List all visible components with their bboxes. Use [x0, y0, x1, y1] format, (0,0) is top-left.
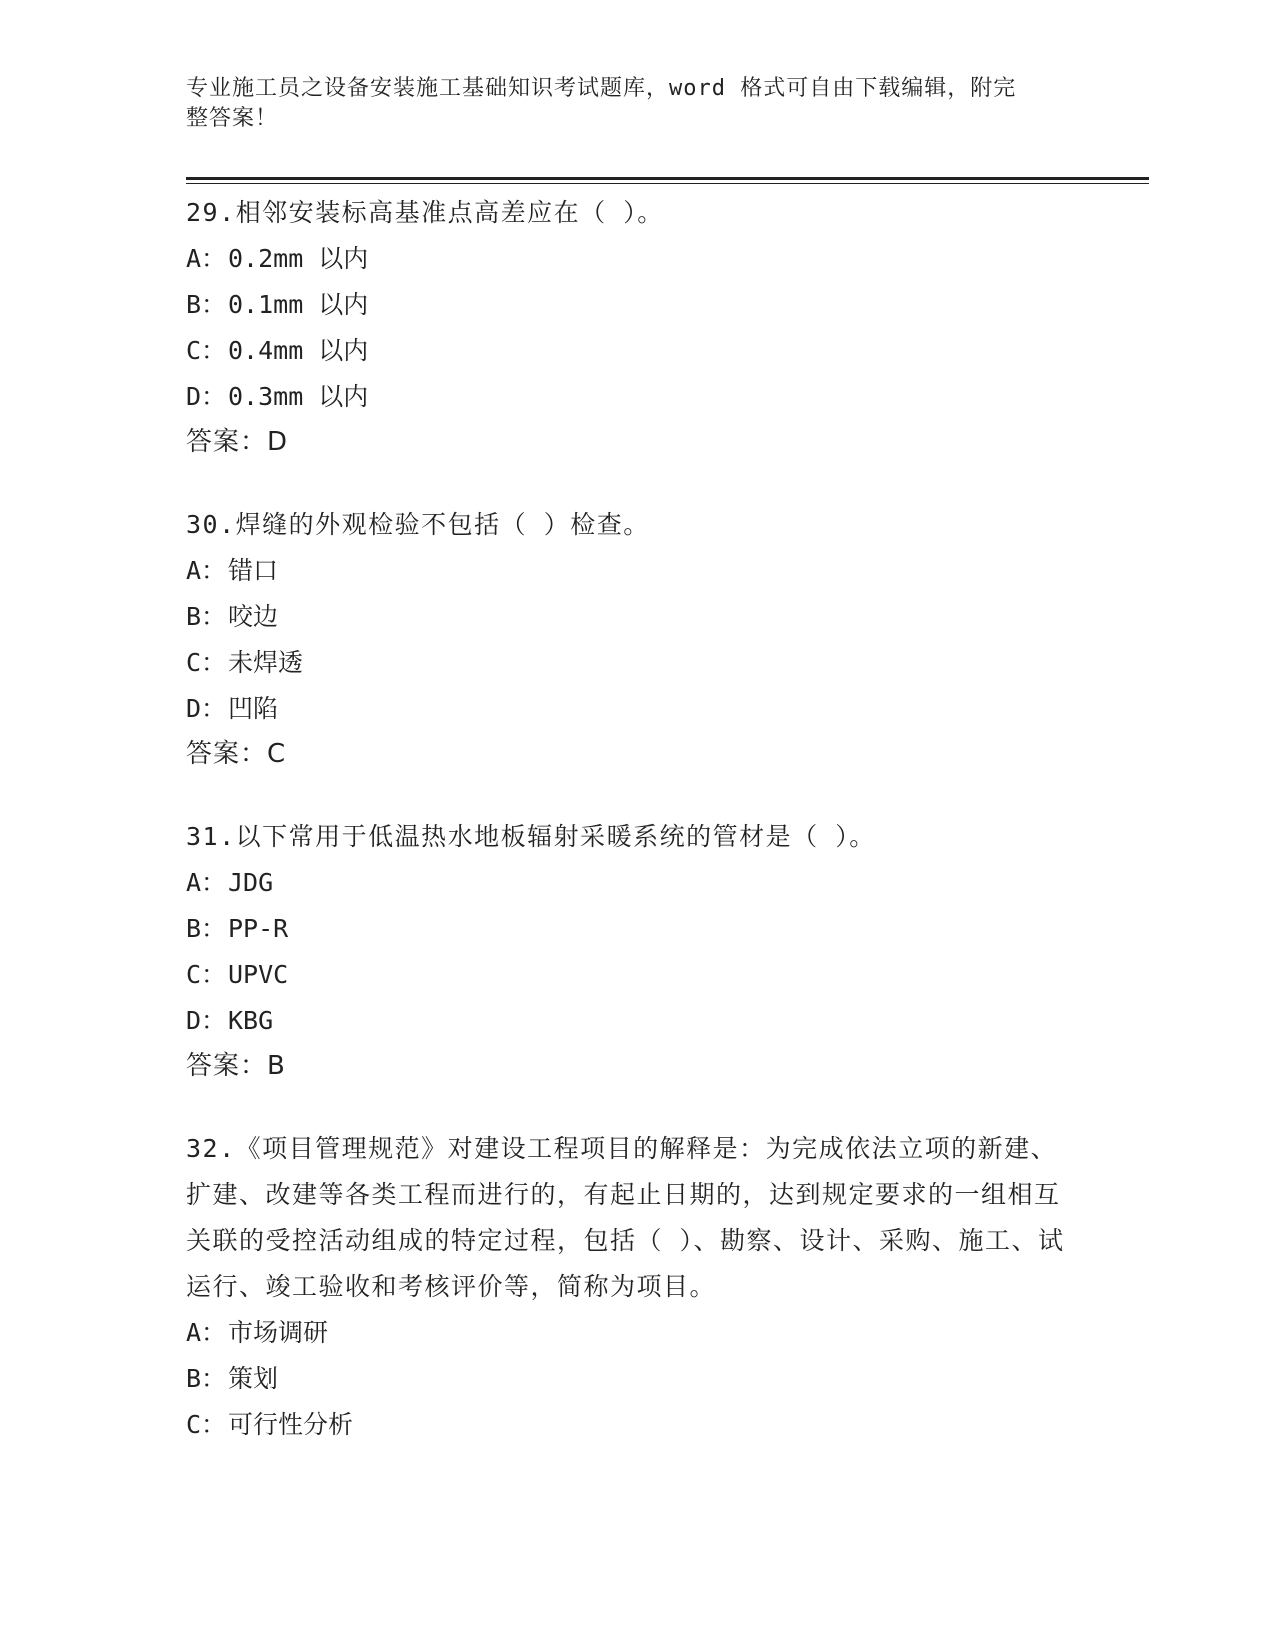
option-c: [186, 1402, 1066, 1448]
option-letter: C：: [186, 336, 227, 365]
question-30: [186, 502, 1066, 776]
option-text: 凹陷: [228, 694, 279, 723]
header-divider-thick: [186, 177, 1149, 180]
option-text: 0.2mm 以内: [228, 244, 369, 273]
option-letter: C：: [186, 648, 227, 677]
option-text: 错口: [228, 556, 279, 585]
option-letter: B：: [186, 290, 227, 319]
option-text: PP-R: [228, 914, 289, 943]
option-d: [186, 374, 1066, 420]
option-letter: A：: [186, 556, 227, 585]
answer-line: 答案：B: [186, 1051, 286, 1081]
option-letter: C：: [186, 960, 227, 989]
option-c: [186, 640, 1066, 686]
question-31: [186, 814, 1066, 1088]
question-text: 32.《项目管理规范》对建设工程项目的解释是：为完成依法立项的新建、扩建、改建等各类工程而进行的，有起止日期的，达到规定要求的一组相互关联的受控活动组成的特定过程，包括（ ）、勘察、设计、采购、施工、试运行、竣工验收和考核评价等，简称为项目。: [186, 1134, 1065, 1301]
question-text: 31.以下常用于低温热水地板辐射采暖系统的管材是（ ）。: [186, 822, 876, 851]
document-header: [186, 74, 1066, 134]
header-divider-thin: [186, 183, 1149, 184]
option-d: [186, 998, 1066, 1044]
header-line-1: 专业施工员之设备安装施工基础知识考试题库，word 格式可自由下载编辑，附完: [186, 76, 1017, 101]
option-text: 咬边: [228, 602, 279, 631]
option-a: [186, 548, 1066, 594]
option-letter: B：: [186, 914, 227, 943]
option-text: 未焊透: [228, 648, 304, 677]
option-text: 0.4mm 以内: [228, 336, 369, 365]
option-letter: B：: [186, 602, 227, 631]
option-b: [186, 282, 1066, 328]
question-29: [186, 190, 1066, 464]
question-text: 29.相邻安装标高基准点高差应在（ ）。: [186, 198, 664, 227]
option-c: [186, 328, 1066, 374]
option-b: [186, 1356, 1066, 1402]
option-letter: B：: [186, 1364, 227, 1393]
option-letter: D：: [186, 382, 227, 411]
question-list: [186, 190, 1066, 1486]
option-text: UPVC: [228, 960, 289, 989]
option-text: 可行性分析: [228, 1410, 354, 1439]
option-a: [186, 236, 1066, 282]
option-a: [186, 1310, 1066, 1356]
option-a: [186, 860, 1066, 906]
option-text: 策划: [228, 1364, 279, 1393]
option-letter: C：: [186, 1410, 227, 1439]
option-letter: A：: [186, 868, 227, 897]
option-text: 0.1mm 以内: [228, 290, 369, 319]
option-b: [186, 906, 1066, 952]
option-text: KBG: [228, 1006, 274, 1035]
option-d: [186, 686, 1066, 732]
option-text: 市场调研: [228, 1318, 329, 1347]
question-32: [186, 1126, 1066, 1448]
option-b: [186, 594, 1066, 640]
option-letter: D：: [186, 694, 227, 723]
header-line-2: 整答案！: [186, 106, 279, 131]
question-text: 30.焊缝的外观检验不包括（ ）检查。: [186, 510, 650, 539]
option-c: [186, 952, 1066, 998]
option-text: JDG: [228, 868, 274, 897]
answer-line: 答案：D: [186, 427, 289, 457]
option-letter: D：: [186, 1006, 227, 1035]
option-letter: A：: [186, 1318, 227, 1347]
option-letter: A：: [186, 244, 227, 273]
option-text: 0.3mm 以内: [228, 382, 369, 411]
answer-line: 答案：C: [186, 739, 287, 769]
